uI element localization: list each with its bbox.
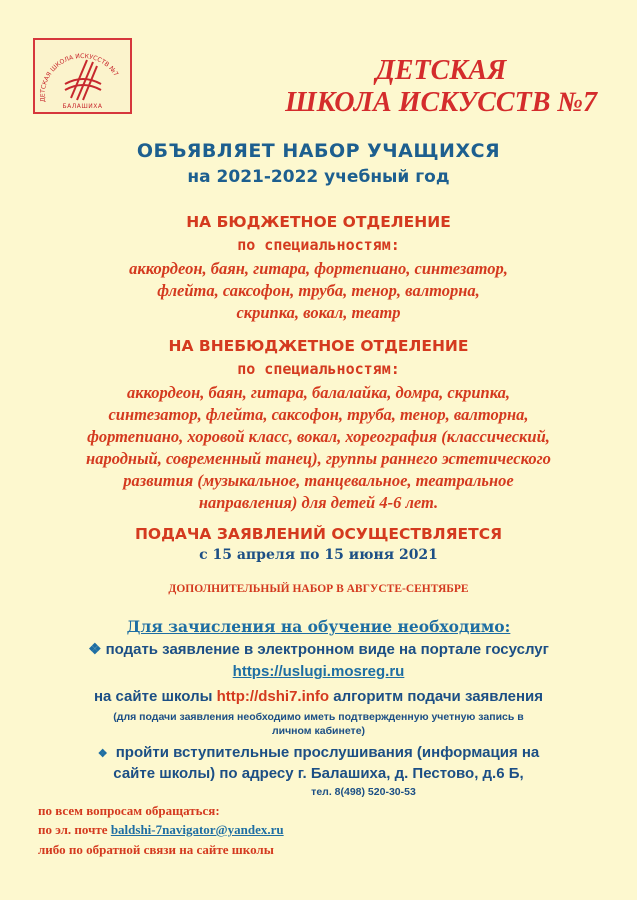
diamond-bullet-icon: ❖ xyxy=(88,641,102,658)
school-title xyxy=(285,55,597,119)
budget-line: флейта, саксофон, труба, тенор, валторна, xyxy=(157,281,480,300)
nonbudget-specialties xyxy=(0,382,637,514)
diamond-bullet-icon: ❖ xyxy=(97,748,108,760)
nonbudget-line: народный, современный танец), группы раннего эстетического xyxy=(86,449,551,468)
school-site-prefix: на сайте школы xyxy=(93,688,213,705)
school-site-suffix: алгоритм подачи заявления xyxy=(333,688,544,705)
additional-enrollment: ДОПОЛНИТЕЛЬНЫЙ НАБОР В АВГУСТЕ-СЕНТЯБРЕ xyxy=(168,583,469,595)
announcement-line1: ОБЪЯВЛЯЕТ НАБОР УЧАЩИХСЯ xyxy=(136,140,501,162)
nonbudget-line: развития (музыкальное, танцевальное, театральное xyxy=(123,471,514,490)
account-note xyxy=(0,710,637,738)
budget-subheading: по специальностям: xyxy=(237,236,400,254)
school-site-link[interactable]: http://dshi7.info xyxy=(216,688,330,705)
email-link[interactable]: baldshi-7navigator@yandex.ru xyxy=(110,822,284,837)
announcement-line2: на 2021-2022 учебный год xyxy=(187,167,450,187)
enrollment-heading: Для зачисления на обучение необходимо: xyxy=(126,617,511,636)
logo-city: БАЛАШИХА xyxy=(62,103,103,110)
email-prefix: по эл. почте xyxy=(38,822,108,837)
school-title-line1: ДЕТСКАЯ xyxy=(375,55,507,86)
phone-number: тел. 8(498) 520-30-53 xyxy=(311,786,416,798)
budget-specialties xyxy=(0,258,637,324)
nonbudget-line: направления) для детей 4-6 лет. xyxy=(198,493,439,512)
nonbudget-subheading: по специальностям: xyxy=(237,360,400,378)
budget-heading: НА БЮДЖЕТНОЕ ОТДЕЛЕНИЕ xyxy=(186,213,451,231)
application-heading: ПОДАЧА ЗАЯВЛЕНИЙ ОСУЩЕСТВЛЯЕТСЯ xyxy=(134,525,503,543)
logo-arc-text: ДЕТСКАЯ ШКОЛА ИСКУССТВ №7 xyxy=(39,52,120,103)
logo-graphic xyxy=(35,40,130,112)
gosuslugi-link-row xyxy=(0,662,637,681)
audition-line1: ❖ пройти вступительные прослушивания (информация на xyxy=(97,744,540,761)
gosuslugi-link[interactable]: https://uslugi.mosreg.ru xyxy=(232,663,405,680)
nonbudget-line: синтезатор, флейта, саксофон, труба, тенор, валторна, xyxy=(108,405,529,424)
application-dates: с 15 апреля по 15 июня 2021 xyxy=(199,547,438,563)
contacts-email-row xyxy=(38,822,284,838)
school-title-line2: ШКОЛА ИСКУССТВ №7 xyxy=(285,87,597,118)
logo-emblem xyxy=(65,60,101,100)
school-logo xyxy=(33,38,132,114)
budget-line: скрипка, вокал, театр xyxy=(236,303,401,322)
account-note-line1: (для подачи заявления необходимо иметь подтвержденную учетную запись в xyxy=(113,711,524,723)
nonbudget-line: фортепиано, хоровой класс, вокал, хореография (классический, xyxy=(87,427,550,446)
enrollment-item-1: ❖ подать заявление в электронном виде на портале госуслуг xyxy=(88,641,549,658)
nonbudget-heading: НА ВНЕБЮДЖЕТНОЕ ОТДЕЛЕНИЕ xyxy=(168,337,469,355)
contacts-heading: по всем вопросам обращаться: xyxy=(38,803,220,818)
budget-line: аккордеон, баян, гитара, фортепиано, синтезатор, xyxy=(129,259,508,278)
contacts-feedback: либо по обратной связи на сайте школы xyxy=(38,842,274,857)
account-note-line2: личном кабинете) xyxy=(271,725,366,737)
school-site-row xyxy=(0,687,637,706)
nonbudget-line: аккордеон, баян, гитара, балалайка, домра, скрипка, xyxy=(126,383,511,402)
audition-line2: сайте школы) по адресу г. Балашиха, д. Пестово, д.6 Б, xyxy=(113,765,524,782)
enrollment-item-2 xyxy=(0,743,637,783)
